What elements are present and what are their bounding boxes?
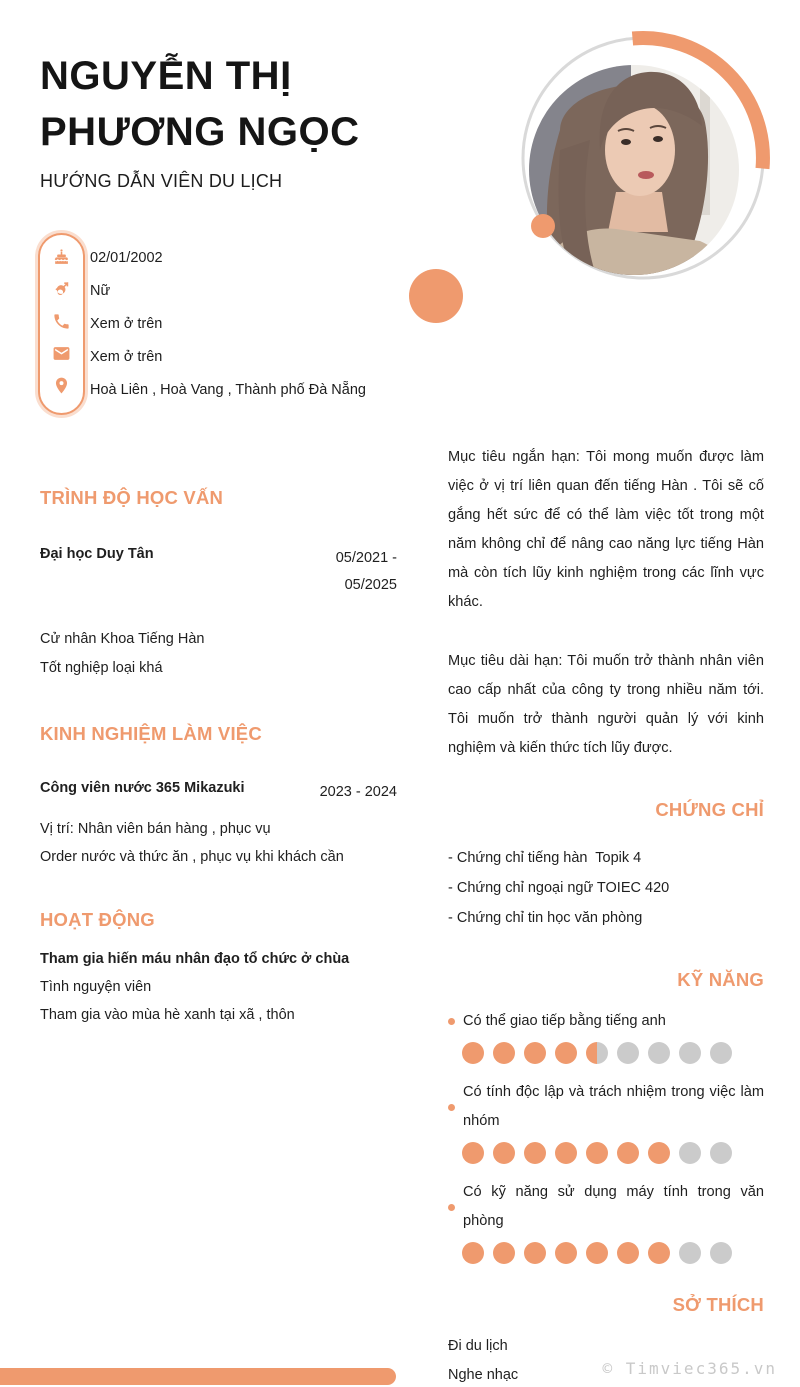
hobby-item: Đi du lịch xyxy=(448,1338,508,1354)
right-column xyxy=(448,443,764,1387)
experience-item xyxy=(40,779,397,806)
rating-dot xyxy=(493,1242,515,1264)
certificate-item: - Chứng chỉ ngoại ngữ TOIEC 420 xyxy=(448,880,670,896)
contact-icon-capsule xyxy=(38,233,85,415)
rating-dot xyxy=(710,1142,732,1164)
rating-dot xyxy=(679,1042,701,1064)
footer-accent-bar xyxy=(0,1368,396,1385)
location-icon xyxy=(52,376,71,400)
rating-dot xyxy=(648,1042,670,1064)
name-block xyxy=(40,48,460,192)
experience-details xyxy=(40,815,397,871)
experience-company: Công viên nước 365 Mikazuki xyxy=(40,780,245,796)
rating-dot xyxy=(648,1142,670,1164)
job-title: HƯỚNG DẪN VIÊN DU LỊCH xyxy=(40,171,283,191)
rating-dot xyxy=(679,1142,701,1164)
rating-dot xyxy=(462,1242,484,1264)
skill-bullet-icon xyxy=(448,1104,455,1111)
certificate-item: - Chứng chỉ tin học văn phòng xyxy=(448,910,643,926)
phone-icon xyxy=(52,312,71,336)
education-date: 05/2021 - 05/2025 xyxy=(335,550,397,593)
skill-item xyxy=(448,1007,764,1064)
rating-dot xyxy=(648,1242,670,1264)
gender-icon xyxy=(52,280,71,304)
rating-dot xyxy=(524,1242,546,1264)
activity-detail: Tình nguyện viên xyxy=(40,979,152,995)
rating-dot xyxy=(555,1142,577,1164)
objective-short-term: Mục tiêu ngắn hạn: Tôi mong muốn được làm việc ở vị trí liên quan đến tiếng Hàn . Tôi sẽ cố gắng hết sức để có thể làm việc tốt trong một năm không chỉ để nâng cao năng lực tiếng Hàn mà còn tích lũy kinh nghiệm trong các lĩnh vực khác. xyxy=(448,449,764,610)
rating-dot xyxy=(586,1142,608,1164)
education-details xyxy=(40,625,397,683)
career-objective xyxy=(448,443,764,763)
rating-dot xyxy=(710,1242,732,1264)
experience-detail: Vị trí: Nhân viên bán hàng , phục vụ xyxy=(40,821,271,837)
skill-label-row xyxy=(448,1078,764,1136)
skill-label: Có tính độc lập và trách nhiệm trong việc làm nhóm xyxy=(463,1084,764,1129)
watermark-credit: © Timviec365.vn xyxy=(602,1359,777,1378)
skill-bullet-icon xyxy=(448,1018,455,1025)
candidate-name-line1: NGUYỄN THỊ xyxy=(40,54,292,98)
certificates-heading: CHỨNG CHỈ xyxy=(655,799,764,820)
rating-dot xyxy=(555,1242,577,1264)
rating-dot xyxy=(710,1042,732,1064)
objective-long-term: Mục tiêu dài hạn: Tôi muốn trở thành nhân viên cao cấp nhất của công ty trong nhiều năm tới. Tôi muốn trở thành người quản lý với kinh nghiệm và kiến thức tích lũy được. xyxy=(448,653,764,756)
skills-heading: KỸ NĂNG xyxy=(677,969,764,990)
skills-list xyxy=(448,1007,764,1264)
skill-label: Có thể giao tiếp bằng tiếng anh xyxy=(463,1013,666,1029)
skill-rating xyxy=(462,1142,764,1164)
rating-dot xyxy=(586,1242,608,1264)
contact-block xyxy=(38,233,366,415)
profile-photo xyxy=(529,65,741,275)
rating-dot xyxy=(617,1242,639,1264)
candidate-name-line2: PHƯƠNG NGỌC xyxy=(40,110,360,154)
activity-title: Tham gia hiến máu nhân đạo tổ chức ở chùa xyxy=(40,951,350,967)
skill-label-row xyxy=(448,1007,764,1036)
rating-dot xyxy=(493,1042,515,1064)
skill-item xyxy=(448,1178,764,1264)
activity-details xyxy=(40,973,397,1029)
contact-email: Xem ở trên xyxy=(90,348,163,365)
education-item xyxy=(40,545,397,599)
rating-dot xyxy=(617,1042,639,1064)
rating-dot xyxy=(462,1042,484,1064)
rating-dot xyxy=(555,1042,577,1064)
rating-dot xyxy=(524,1142,546,1164)
large-dot-decoration xyxy=(409,269,463,323)
experience-detail: Order nước và thức ăn , phục vụ khi khách cần xyxy=(40,849,344,865)
skill-item xyxy=(448,1078,764,1164)
skill-bullet-icon xyxy=(448,1204,455,1211)
contact-texts xyxy=(90,233,366,415)
left-column xyxy=(40,487,397,1029)
contact-address: Hoà Liên , Hoà Vang , Thành phố Đà Nẵng xyxy=(90,381,366,398)
rating-dot xyxy=(493,1142,515,1164)
email-icon xyxy=(52,344,71,368)
small-dot-decoration xyxy=(531,214,555,238)
certificate-item: - Chứng chỉ tiếng hàn Topik 4 xyxy=(448,850,642,866)
birthday-icon xyxy=(52,248,71,272)
skill-rating xyxy=(462,1042,764,1064)
rating-dot xyxy=(617,1142,639,1164)
contact-gender: Nữ xyxy=(90,283,111,300)
activities-heading: HOẠT ĐỘNG xyxy=(40,909,155,930)
rating-dot xyxy=(679,1242,701,1264)
skill-label-row xyxy=(448,1178,764,1236)
rating-dot xyxy=(462,1142,484,1164)
skill-label: Có kỹ năng sử dụng máy tính trong văn phòng xyxy=(463,1184,764,1229)
certificates-list xyxy=(448,843,764,933)
activity-detail: Tham gia vào mùa hè xanh tại xã , thôn xyxy=(40,1007,295,1023)
education-detail: Tốt nghiệp loại khá xyxy=(40,660,163,676)
contact-phone: Xem ở trên xyxy=(90,315,163,332)
education-heading: TRÌNH ĐỘ HỌC VẤN xyxy=(40,487,224,508)
experience-date: 2023 - 2024 xyxy=(319,784,397,800)
hobbies-heading: SỞ THÍCH xyxy=(672,1294,764,1315)
contact-birthday: 02/01/2002 xyxy=(90,250,163,267)
hobby-item: Nghe nhạc xyxy=(448,1367,519,1383)
education-detail: Cử nhân Khoa Tiếng Hàn xyxy=(40,631,205,647)
experience-heading: KINH NGHIỆM LÀM VIỆC xyxy=(40,723,262,744)
skill-rating xyxy=(462,1242,764,1264)
rating-dot xyxy=(586,1042,608,1064)
rating-dot xyxy=(524,1042,546,1064)
education-school: Đại học Duy Tân xyxy=(40,546,154,562)
